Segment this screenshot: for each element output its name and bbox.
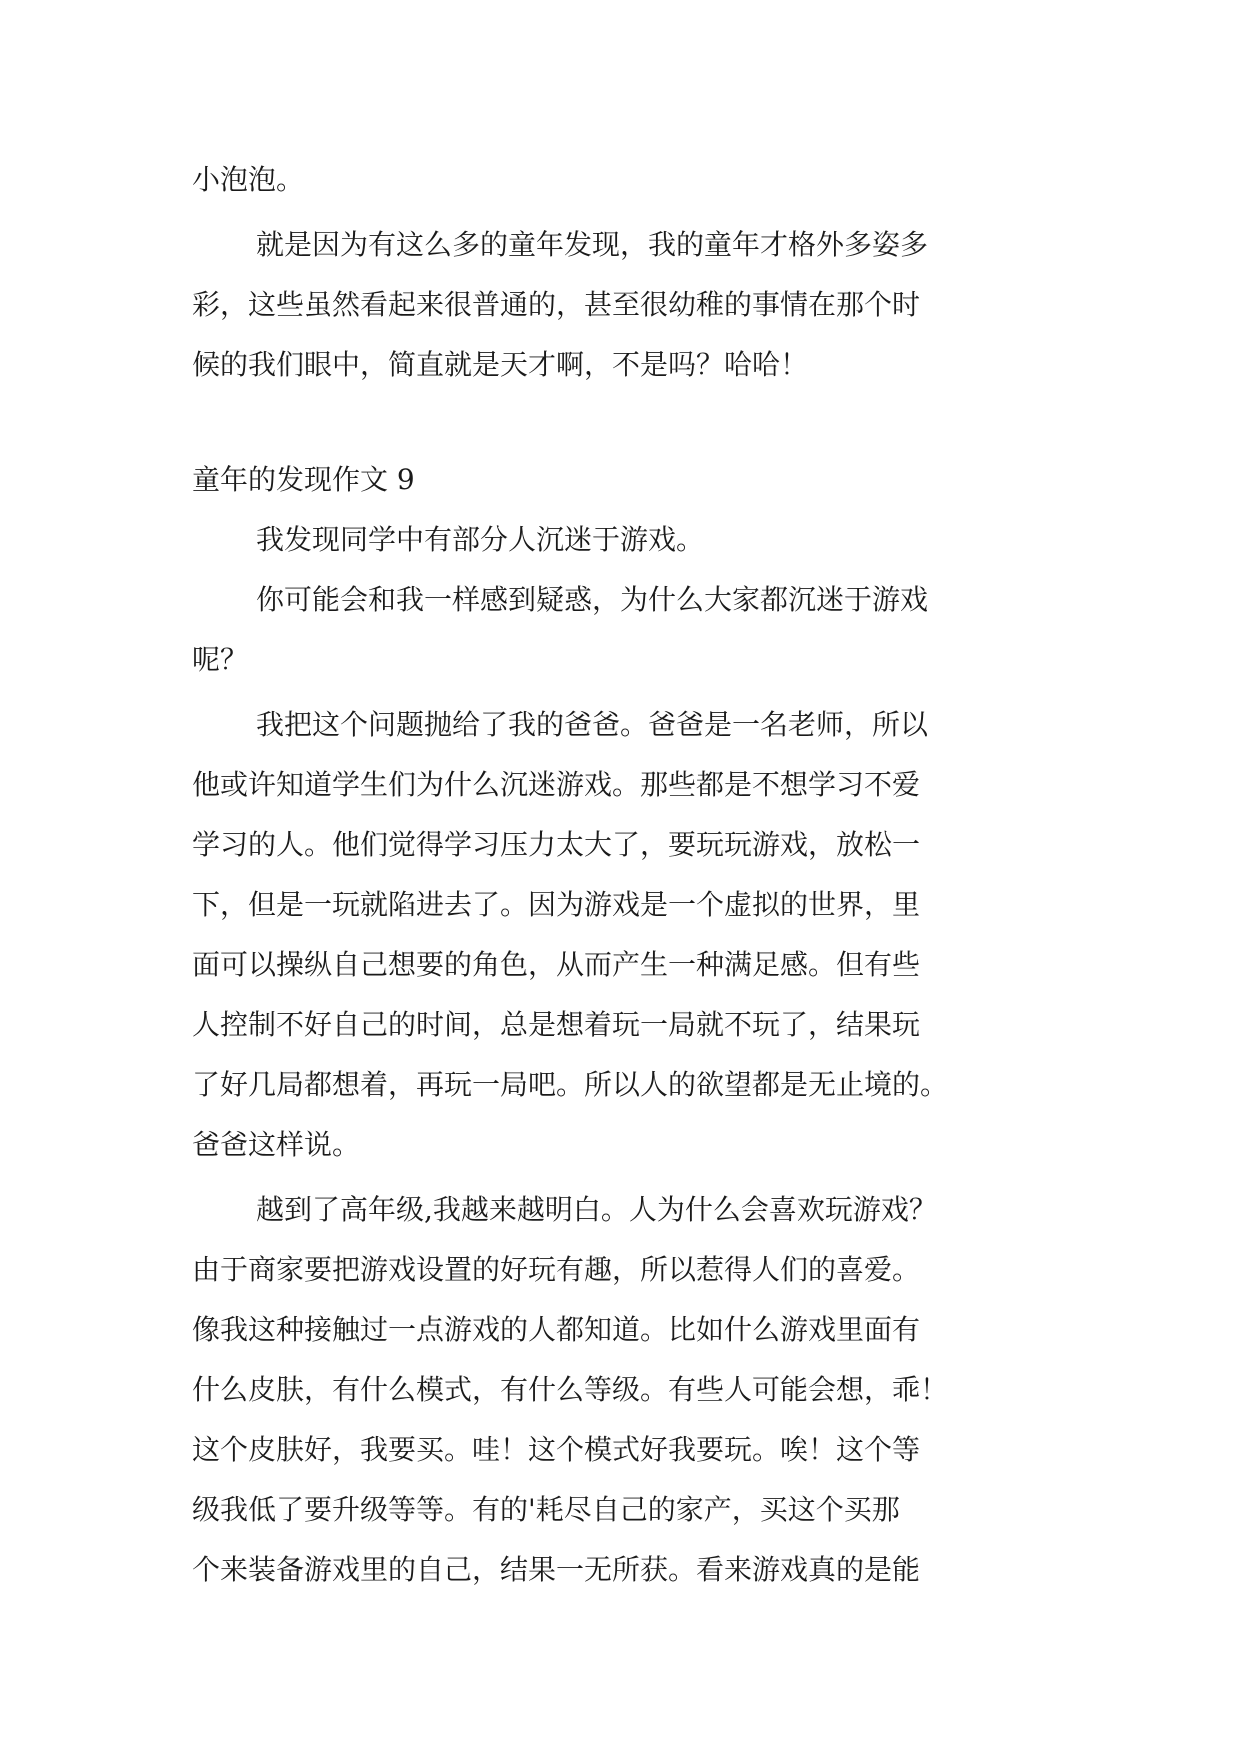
paragraph-line: 人控制不好自己的时间，总是想着玩一局就不玩了，结果玩 — [192, 1008, 921, 1041]
paragraph-line: 爸爸这样说。 — [192, 1128, 361, 1161]
paragraph-line: 呢？ — [192, 643, 249, 676]
paragraph-line: 他或许知道学生们为什么沉迷游戏。那些都是不想学习不爱 — [192, 768, 921, 801]
paragraph-line: 了好几局都想着，再玩一局吧。所以人的欲望都是无止境的。 — [192, 1068, 949, 1101]
paragraph-line: 面可以操纵自己想要的角色，从而产生一种满足感。但有些 — [192, 948, 921, 981]
paragraph-line: 级我低了要升级等等。有的'耗尽自己的家产，买这个买那 — [192, 1493, 900, 1526]
paragraph-line: 下，但是一玩就陷进去了。因为游戏是一个虚拟的世界，里 — [192, 888, 921, 921]
paragraph-line: 候的我们眼中，简直就是天才啊，不是吗？哈哈！ — [192, 348, 809, 381]
paragraph-line: 越到了高年级,我越来越明白。人为什么会喜欢玩游戏？ — [256, 1193, 937, 1226]
paragraph-line: 我发现同学中有部分人沉迷于游戏。 — [256, 523, 705, 556]
paragraph-line: 个来装备游戏里的自己，结果一无所获。看来游戏真的是能 — [192, 1553, 921, 1586]
paragraph-line: 我把这个问题抛给了我的爸爸。爸爸是一名老师，所以 — [256, 708, 929, 741]
paragraph-line: 小泡泡。 — [192, 163, 305, 196]
paragraph-line: 由于商家要把游戏设置的好玩有趣，所以惹得人们的喜爱。 — [192, 1253, 921, 1286]
paragraph-line: 就是因为有这么多的童年发现，我的童年才格外多姿多 — [256, 228, 929, 261]
paragraph-line: 什么皮肤，有什么模式，有什么等级。有些人可能会想，乖！ — [192, 1373, 949, 1406]
section-heading: 童年的发现作文 9 — [192, 463, 415, 496]
paragraph-line: 彩，这些虽然看起来很普通的，甚至很幼稚的事情在那个时 — [192, 288, 921, 321]
paragraph-line: 学习的人。他们觉得学习压力太大了，要玩玩游戏，放松一 — [192, 828, 921, 861]
paragraph-line: 像我这种接触过一点游戏的人都知道。比如什么游戏里面有 — [192, 1313, 921, 1346]
paragraph-line: 这个皮肤好，我要买。哇！这个模式好我要玩。唉！这个等 — [192, 1433, 921, 1466]
paragraph-line: 你可能会和我一样感到疑惑，为什么大家都沉迷于游戏 — [256, 583, 929, 616]
